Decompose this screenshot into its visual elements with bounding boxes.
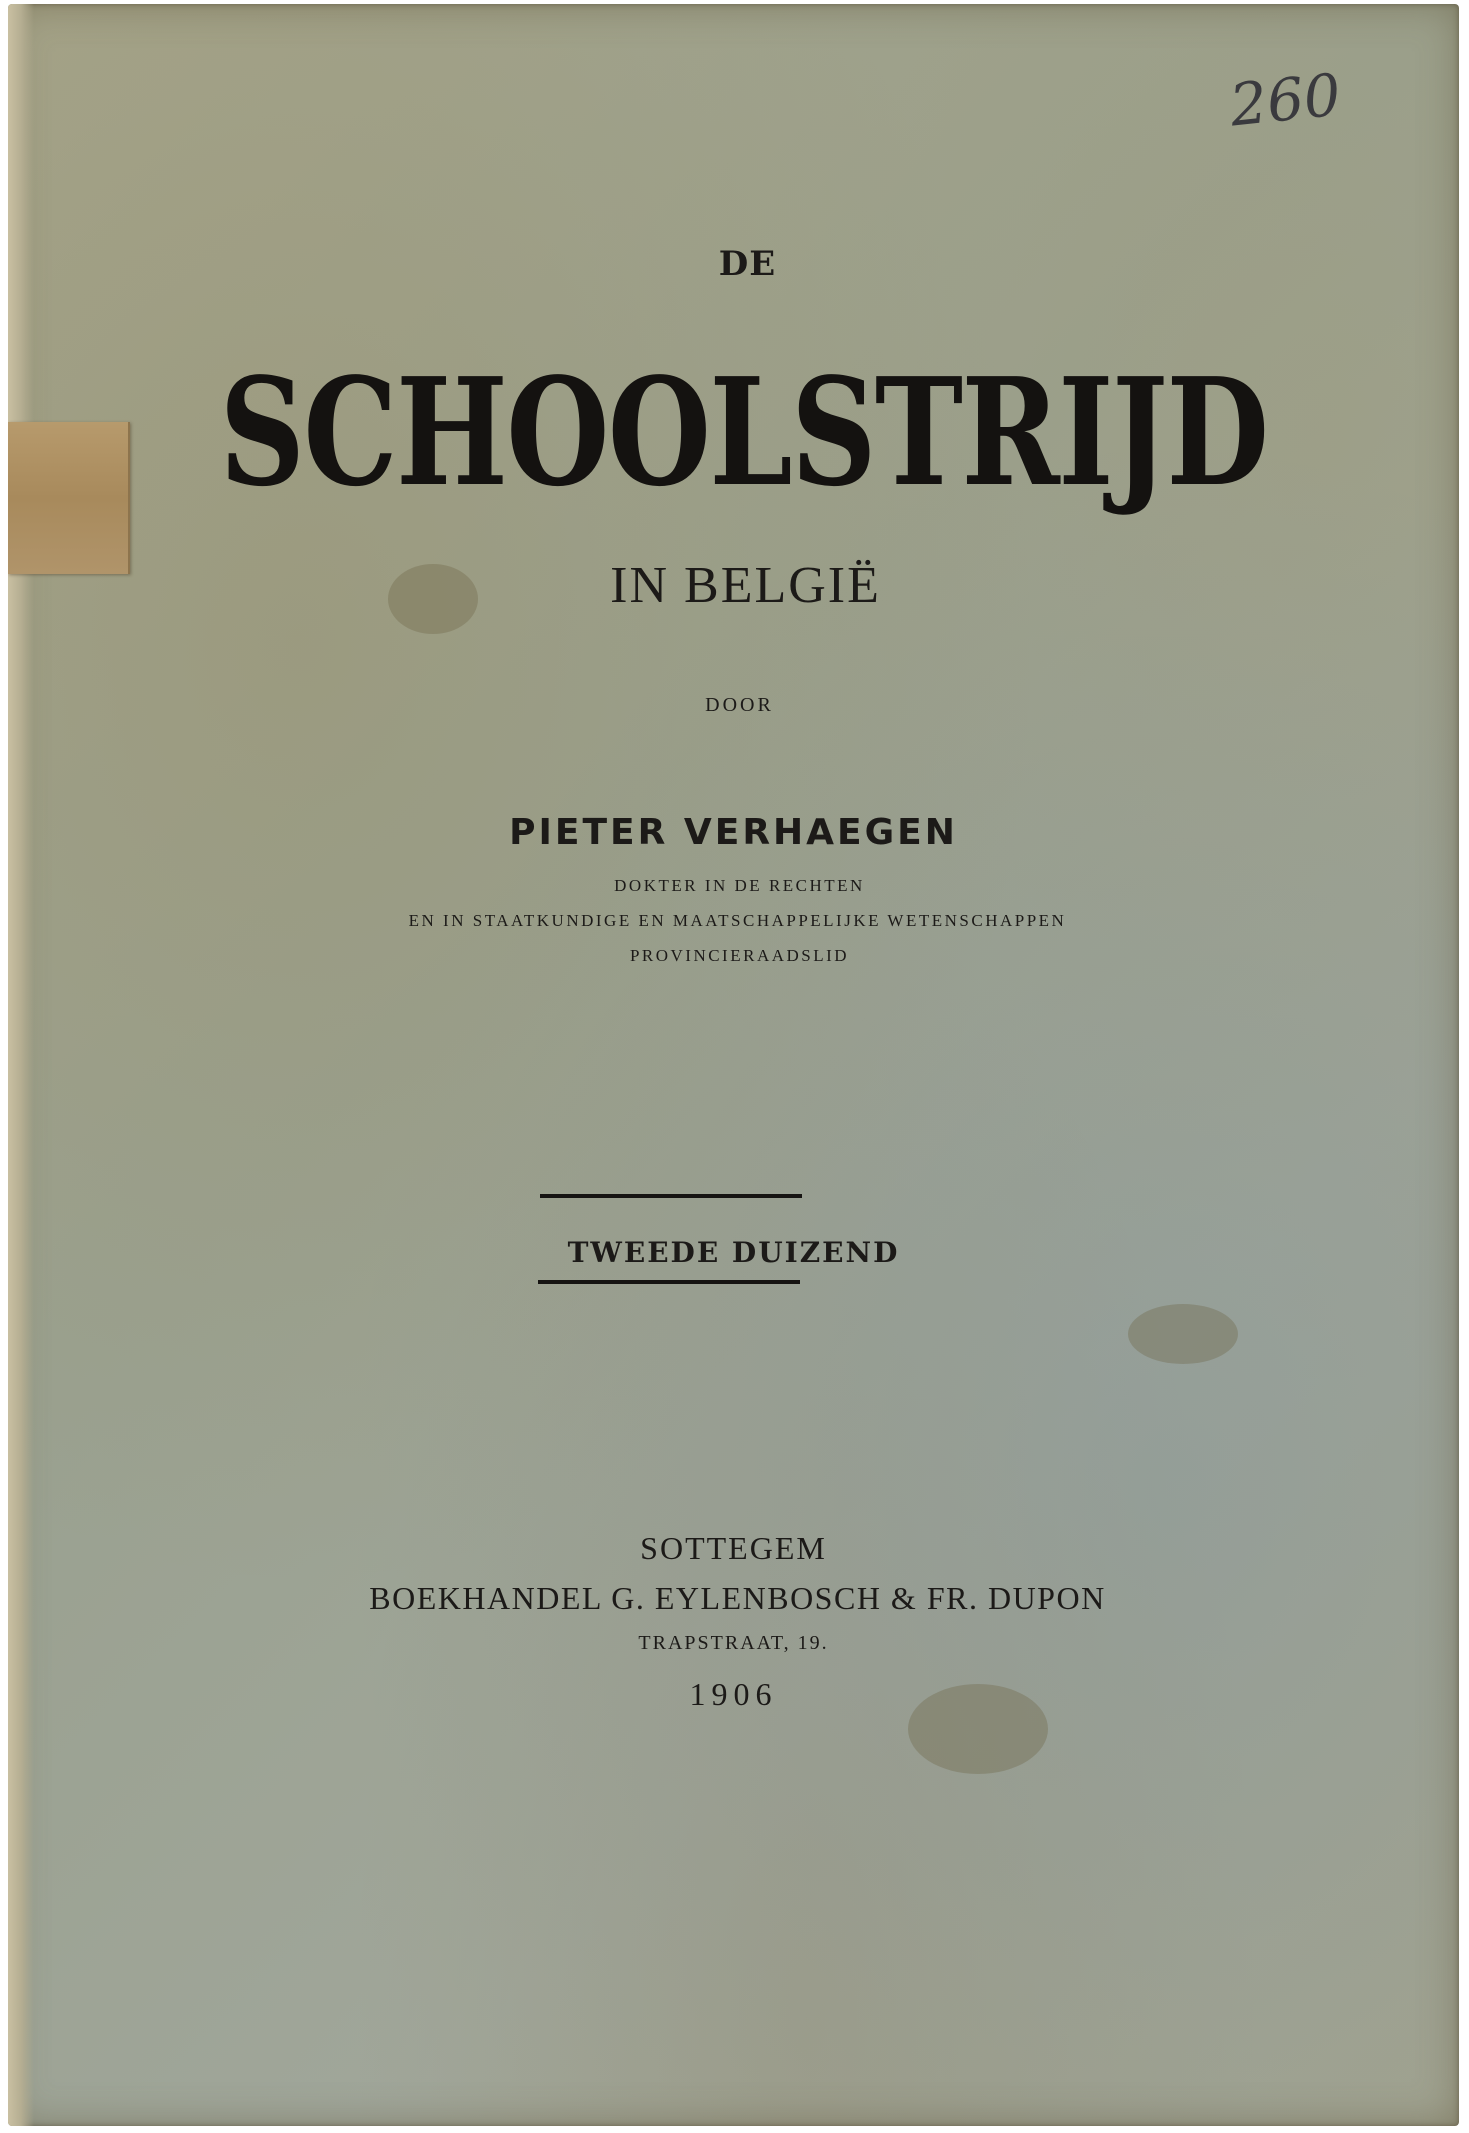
publication-place: SOTTEGEM <box>640 1530 827 1566</box>
by-label: DOOR <box>705 694 774 716</box>
author-name: PIETER VERHAEGEN <box>509 812 958 853</box>
title-suffix: IN BELGIË <box>610 557 881 614</box>
stain <box>1128 1304 1238 1364</box>
edition-label: TWEEDE DUIZEND <box>567 1236 900 1269</box>
author-credential: DOKTER IN DE RECHTEN <box>614 876 865 895</box>
publisher-address: TRAPSTRAAT, 19. <box>638 1632 829 1654</box>
publisher: BOEKHANDEL G. EYLENBOSCH & FR. DUPON <box>369 1580 1106 1616</box>
title-prefix: DE <box>718 244 777 284</box>
rule-top <box>540 1194 802 1198</box>
handwritten-shelfmark: 260 <box>1226 60 1344 140</box>
author-credential: EN IN STAATKUNDIGE EN MAATSCHAPPELIJKE WETENSCHAPPEN <box>408 911 1067 930</box>
rule-bottom <box>538 1280 800 1284</box>
spine-edge <box>8 4 34 2126</box>
author-credential: PROVINCIERAADSLID <box>629 946 850 965</box>
binding-tape <box>8 422 130 574</box>
publication-year: 1906 <box>689 1676 778 1712</box>
book-cover <box>8 4 1459 2126</box>
book-title: SCHOOLSTRIJD <box>219 345 1268 519</box>
